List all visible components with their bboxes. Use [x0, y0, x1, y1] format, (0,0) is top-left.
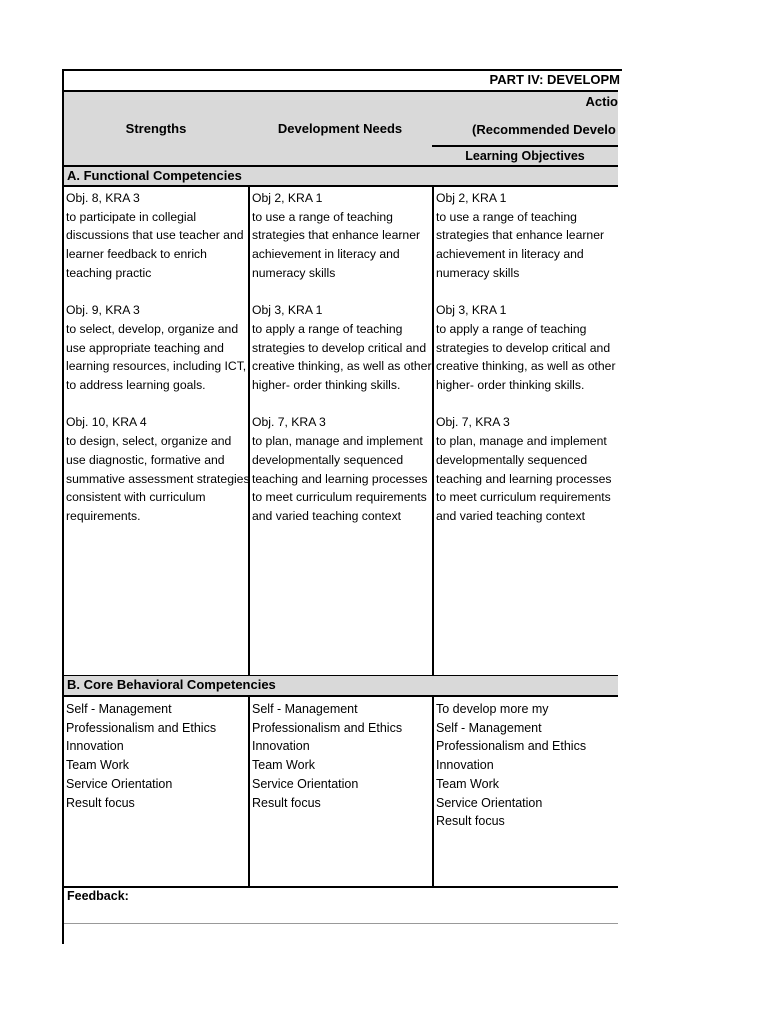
list-item: Innovation — [436, 758, 494, 773]
objective-ref: Obj. 8, KRA 3 — [66, 191, 140, 205]
list-item — [66, 413, 250, 525]
objective-text: to apply a range of teaching strategies to develop critical and creative thinking, as well as other higher- order thinking skills. — [252, 321, 432, 393]
header-learning-objectives-label: Learning Objectives — [465, 149, 585, 163]
section-core-header — [62, 676, 618, 697]
objective-text: to design, select, organize and use diagnostic, formative and summative assessment strategies consistent with curriculum requirements. — [66, 434, 250, 523]
objective-ref: Obj. 9, KRA 3 — [66, 303, 140, 318]
section-functional-header — [62, 167, 618, 187]
functional-learning-list — [434, 188, 618, 544]
list-item — [252, 413, 434, 525]
list-item — [436, 413, 618, 525]
header-action-line1: Actio — [585, 94, 618, 109]
functional-strengths-list — [64, 188, 250, 544]
list-item: Service Orientation — [66, 776, 173, 791]
list-item: Innovation — [66, 739, 124, 754]
objective-text: to apply a range of teaching strategies to develop critical and creative thinking, as well as other higher- order thinking skills. — [436, 321, 616, 393]
list-item — [66, 189, 250, 283]
list-item — [436, 301, 618, 395]
list-item: Team Work — [66, 758, 129, 773]
core-strengths-list — [64, 699, 250, 812]
header-strengths-label: Strengths — [125, 121, 187, 136]
list-item — [252, 301, 434, 395]
list-item: Self - Management — [436, 720, 542, 735]
list-item — [436, 189, 618, 283]
part-title: PART IV: DEVELOPM — [489, 72, 620, 87]
objective-ref: Obj. 7, KRA 3 — [252, 415, 326, 430]
objective-ref: Obj 3, KRA 1 — [436, 303, 507, 318]
list-item — [66, 301, 250, 395]
list-item: Professionalism and Ethics — [436, 739, 587, 754]
list-item: Result focus — [436, 814, 505, 829]
objective-text: to select, develop, organize and use appropriate teaching and learning resources, including ICT, to address learning goals. — [66, 321, 247, 393]
objective-text: to use a range of teaching strategies that enhance learner achievement in literacy and numeracy skills — [436, 209, 605, 280]
header-action-line2: (Recommended Develo — [472, 122, 616, 137]
objective-text: to use a range of teaching strategies that enhance learner achievement in literacy and numeracy skills — [252, 209, 421, 280]
list-item: Team Work — [252, 758, 315, 773]
objective-ref: Obj. 10, KRA 4 — [66, 415, 147, 430]
list-item: Professionalism and Ethics — [66, 720, 217, 735]
feedback-label: Feedback: — [67, 889, 129, 903]
functional-devneeds-list — [250, 188, 434, 544]
section-core-label: B. Core Behavioral Competencies — [67, 677, 276, 692]
list-item: Innovation — [252, 739, 310, 754]
list-item: Result focus — [252, 795, 321, 810]
header-strengths — [62, 90, 250, 167]
objective-text: to plan, manage and implement developmentally sequenced teaching and learning processes to meet curriculum requirements and varied teaching context — [436, 434, 612, 523]
section-functional-label: A. Functional Competencies — [67, 168, 242, 183]
list-item: Team Work — [436, 776, 499, 791]
list-item: Professionalism and Ethics — [252, 720, 403, 735]
objective-ref: Obj 2, KRA 1 — [252, 191, 323, 205]
list-item: To develop more my — [436, 702, 549, 716]
core-learning-list — [434, 699, 618, 831]
list-item: Service Orientation — [252, 776, 359, 791]
list-item: Self - Management — [66, 702, 172, 716]
header-development-needs — [248, 90, 434, 167]
list-item: Service Orientation — [436, 795, 543, 810]
objective-ref: Obj 3, KRA 1 — [252, 303, 323, 318]
feedback-divider — [64, 923, 618, 924]
list-item: Result focus — [66, 795, 135, 810]
list-item: Self - Management — [252, 702, 358, 716]
header-action — [432, 90, 618, 147]
header-learning-objectives — [432, 145, 618, 167]
header-development-needs-label: Development Needs — [277, 121, 403, 136]
objective-ref: Obj. 7, KRA 3 — [436, 415, 510, 430]
objective-text: to plan, manage and implement developmentally sequenced teaching and learning processes to meet curriculum requirements and varied teaching context — [252, 434, 428, 523]
list-item — [252, 189, 434, 283]
core-devneeds-list — [250, 699, 434, 812]
feedback-area — [62, 887, 618, 944]
objective-text: to participate in collegial discussions that use teacher and learner feedback to enrich teaching practic — [66, 209, 244, 280]
objective-ref: Obj 2, KRA 1 — [436, 191, 507, 205]
